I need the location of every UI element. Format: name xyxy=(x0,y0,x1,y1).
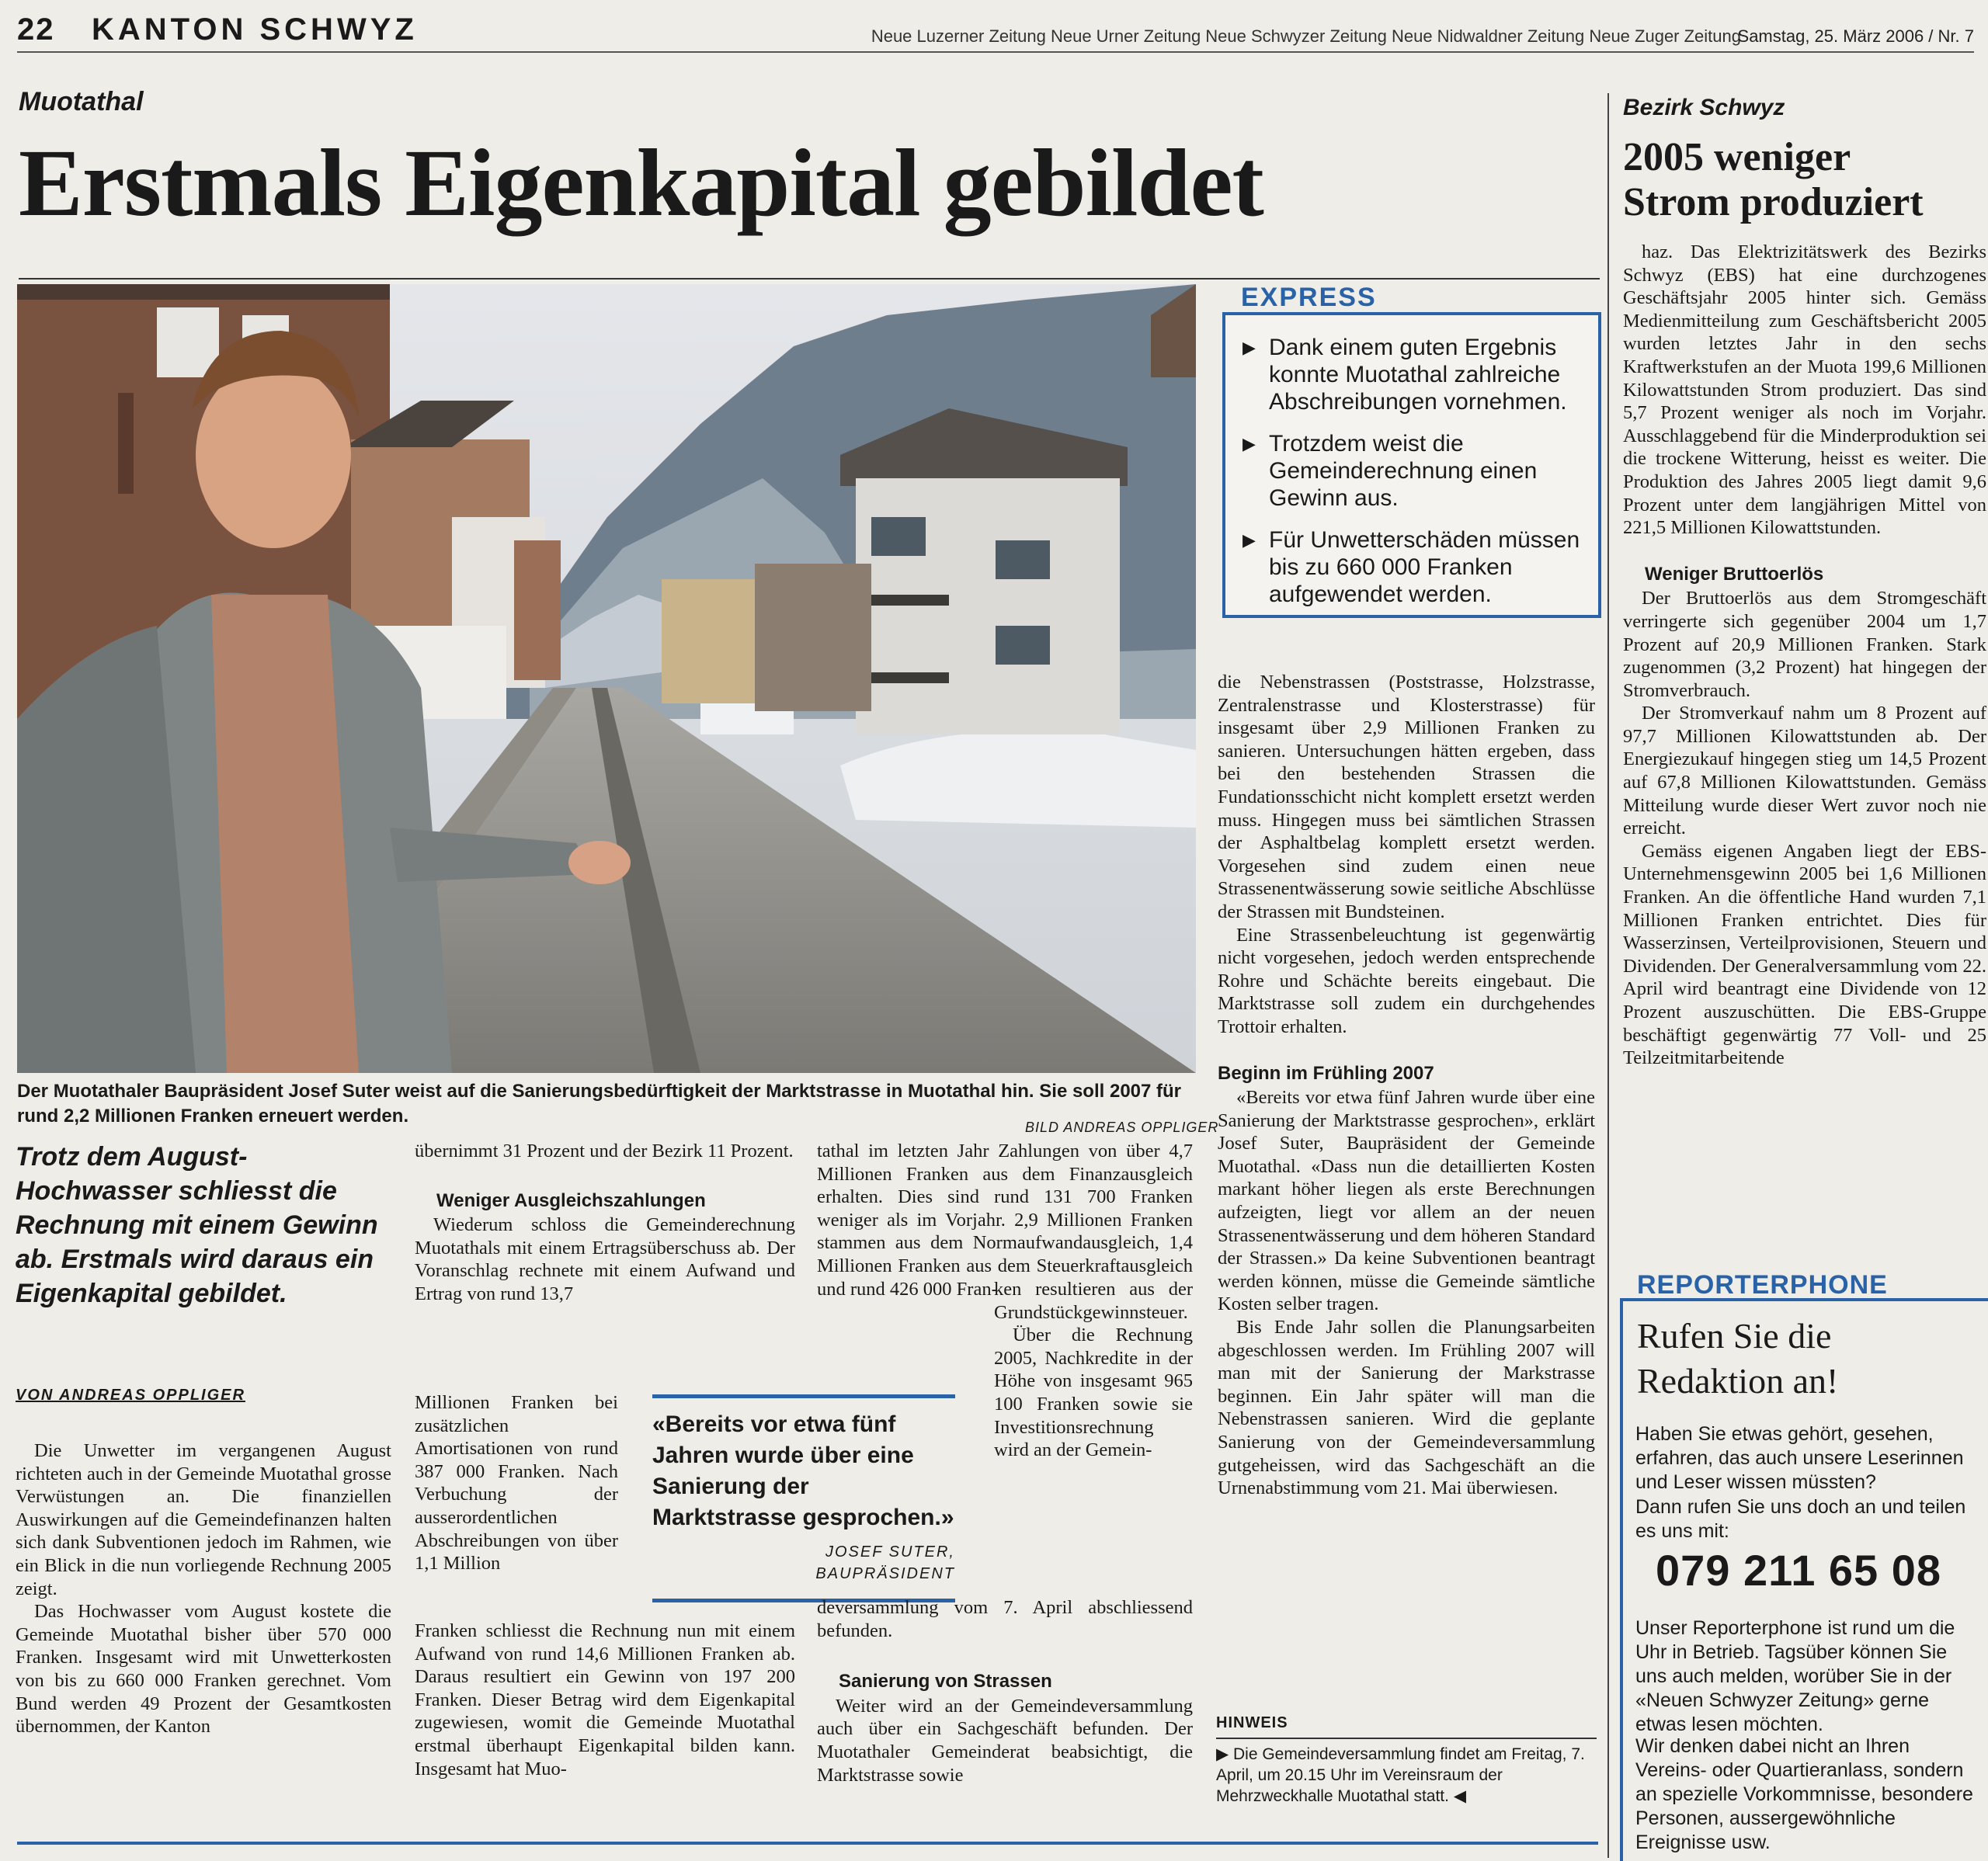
paragraph: die Nebenstrassen (Poststrasse, Holzstrasse, Zentralenstrasse und Klosterstrasse) für insgesamt über 2,9 Millionen Franken zu sanieren. Untersuchungen hätten ergeben, dass bei den bestehenden Strassen die Fundationsschicht nicht komplett ersetzt werden muss. Hingegen muss bei sämtlichen Strassen der Asphaltbelag komplett ersetzt werden. Vorgesehen sind zudem einen neue Strassenentwässerung sowie seitliche Abschlüsse der Strassen mit Bundsteinen. xyxy=(1218,672,1595,922)
paragraph: tathal im letzten Jahr Zahlungen von über 4,7 Millionen Franken aus dem Finanzausgleich erhalten. Dies sind rund 131 700 Franken weniger als im Vorjahr. 2,9 Millionen Franken stammen aus dem Normaufwandausgleich, 1,4 Millionen Franken aus dem Steuerkraftausgleich und rund 426 000 Fran- xyxy=(817,1141,1193,1300)
text-column-3 xyxy=(817,1140,1193,1300)
paragraph: Franken schliesst die Rechnung nun mit einem Aufwand von rund 14,6 Millionen Franken ab. Daraus resultiert ein Gewinn von 197 200 Franken. Dieser Betrag wird dem Eigenkapital zugewiesen, womit die Gemeinde Muotathal erstmal überhaupt Eigenkapital bilden kann. Insgesamt hat Muo- xyxy=(415,1620,795,1779)
reporterphone-headline-line1: Rufen Sie die xyxy=(1637,1316,1832,1356)
hinweis-title: HINWEIS xyxy=(1216,1714,1288,1731)
article-kicker: Muotathal xyxy=(19,87,144,116)
headline-rule xyxy=(19,278,1600,279)
paragraph: Bis Ende Jahr sollen die Planungsarbeiten abgeschlossen werden. Im Frühling 2007 will man mit der Sanierung der Markstrasse beginnen. Ein Jahr später will man die Nebenstrassen sanieren. Wird die geplante Sanierung von der Gemeindeversammlung gutgeheissen, wird das Sachgeschäft an die Urnenabstimmung vom 21. Mai überwiesen. xyxy=(1218,1317,1595,1499)
column-divider xyxy=(1607,93,1609,1858)
triangle-bullet-icon: ▶ xyxy=(1216,1745,1229,1763)
reporterphone-text-4: Wir denken dabei nicht an Ihren Vereins- oder Quartieranlass, sondern an spezielle Vorkommnisse, besondere Personen, aussergewöhnliche Ereignisse usw. xyxy=(1635,1735,1973,1853)
byline: VON ANDREAS OPPLIGER xyxy=(16,1387,245,1404)
photo-credit: BILD ANDREAS OPPLIGER xyxy=(1025,1120,1219,1135)
subheading: Weniger Bruttoerlös xyxy=(1645,563,1824,585)
reporterphone-text-3: Unser Reporterphone ist rund um die Uhr in Betrieb. Tagsüber können Sie uns auch melden, worüber Sie in der «Neuen Schwyzer Zeitung» gerne etwas lesen möchten. xyxy=(1635,1617,1955,1735)
subheading: Beginn im Frühling 2007 xyxy=(1218,1062,1434,1084)
text-column-2 xyxy=(415,1140,795,1306)
paragraph: «Bereits vor etwa fünf Jahren wurde über eine Sanierung der Marktstrasse gesprochen», erklärt Josef Suter, Baupräsident der Gemeinde Muotathal. «Dass nun die detaillierten Kosten markant höher liegen als erste Berechnungen aufzeigten, liegt vor allem an der neuen Strassenentwässerung und dem höheren Standard der Strassen.» Da keine Subventionen beantragt werden können, müsse die Gemeinde sämtliche Kosten selber tragen. xyxy=(1218,1087,1595,1315)
page-number: 22 xyxy=(17,12,55,47)
paragraph: haz. Das Elektrizitätswerk des Bezirks Schwyz (EBS) hat eine durchzogenes Geschäftsjahr 2005 hinter sich. Gemäss Medienmitteilung zum Geschäftsbericht 2005 wurden letztes Jahr in den sechs Kraftwerkstufen an der Muota 199,6 Millionen Kilowattstunden Strom produziert. Das sind 5,7 Prozent weniger als noch im Vorjahr. Ausschlaggebend für die Minderproduktion sei die trockene Witterung, heisst es weiter. Die Produktion des Jahres 2005 liegt damit 9,6 Prozent unter dem langjährigen Mittel von 221,5 Millionen Kilowattstunden. xyxy=(1623,241,1986,539)
sidebar-headline-line2: Strom produziert xyxy=(1623,180,1924,224)
text-column-3-narrow xyxy=(994,1278,1193,1462)
paragraph: Das Hochwasser vom August kostete die Gemeinde Muotathal bisher über 570 000 Franken. Insgesamt wird mit Unwetterkosten von bis zu 660 000 Franken gerechnet. Vom Bund werden 49 Prozent der Gesamtkosten übernommen, der Kanton xyxy=(16,1601,391,1738)
section-name: KANTON SCHWYZ xyxy=(92,12,418,47)
article-lead: Trotz dem August-Hochwasser schliesst die Rechnung mit einem Gewinn ab. Erstmals wird daraus ein Eigenkapital gebildet. xyxy=(16,1142,378,1308)
sidebar-headline xyxy=(1623,135,1924,225)
quote-name: JOSEF SUTER, xyxy=(825,1543,955,1561)
hinweis-rule xyxy=(1216,1738,1597,1739)
express-item xyxy=(1242,334,1592,415)
subheading: Weniger Ausgleichszahlungen xyxy=(436,1189,706,1211)
paragraph: Eine Strassenbeleuchtung ist gegenwärtig nicht vorgesehen, jedoch werden entsprechende Rohre und Schächte bereits eingebaut. Die Marktstrasse soll zudem ein durchgehendes Trottoir erhalten. xyxy=(1218,924,1595,1037)
paragraph: Wiederum schloss die Gemeinderechnung Muotathals mit einem Ertragsüberschuss ab. Der Voranschlag rechnete mit einem Aufwand und Ertrag von rund 13,7 xyxy=(415,1214,795,1304)
express-item-text: Dank einem guten Ergebnis konnte Muotathal zahlreiche Abschreibungen vornehmen. xyxy=(1269,335,1567,415)
pull-quote xyxy=(652,1394,955,1602)
triangle-bullet-icon: ▶ xyxy=(1242,338,1256,357)
paragraph: Der Bruttoerlös aus dem Stromgeschäft verringerte sich gegenüber 2004 um 1,7 Prozent auf 20,9 Millionen Franken. Stark zugenommen (3,2 Prozent) hat hingegen der Stromverbrauch. xyxy=(1623,588,1986,701)
text-column-2-bottom xyxy=(415,1620,795,1780)
paragraph: Millionen Franken bei zusätzlichen Amortisationen von rund 387 000 Franken. Nach Verbuchung der ausserordentlichen Abschreibungen von über 1,1 Million xyxy=(415,1392,618,1575)
express-item-text: Für Unwetterschäden müssen bis zu 660 000 Franken aufgewendet werden. xyxy=(1269,527,1580,607)
paragraph: Über die Rechnung 2005, Nachkredite in der Höhe von insgesamt 965 100 Franken sowie sie Investitionsrechnung wird an der Gemein- xyxy=(994,1325,1193,1461)
quote-attribution xyxy=(652,1541,955,1585)
photo-caption: Der Muotathaler Baupräsident Josef Suter weist auf die Sanierungsbedürftigkeit der Marktstrasse in Muotathal hin. Sie soll 2007 für rund 2,2 Millionen Franken erneuert werden. xyxy=(17,1081,1182,1127)
reporterphone-headline xyxy=(1637,1314,1838,1404)
triangle-bullet-icon: ▶ xyxy=(1242,434,1256,453)
reporterphone-text-1: Haben Sie etwas gehört, gesehen, erfahren, das auch unsere Leserinnen und Leser wissen müssten? xyxy=(1635,1423,1964,1493)
article-photo xyxy=(17,284,1196,1073)
newspaper-list: Neue Luzerner Zeitung Neue Urner Zeitung Neue Schwyzer Zeitung Neue Nidwaldner Zeitung Neue Zuger Zeitung xyxy=(871,26,1741,46)
sidebar-kicker: Bezirk Schwyz xyxy=(1623,95,1785,120)
reporterphone-title: REPORTERPHONE xyxy=(1637,1270,1888,1300)
text-column-4 xyxy=(1218,671,1595,1500)
reporterphone-text-2: Dann rufen Sie uns doch an und teilen es uns mit: xyxy=(1635,1496,1966,1542)
issue-date: Samstag, 25. März 2006 / Nr. 7 xyxy=(1737,26,1974,46)
paragraph: Gemäss eigenen Angaben liegt der EBS-Unternehmensgewinn 2005 bei 1,6 Millionen Franken. An die öffentliche Hand wurden 7,1 Millionen Franken entrichtet. Dies für Wasserzinsen, Verteilprovisionen, Steuern und Dividenden. Der Generalversammlung vom 22. April wird beantragt eine Dividende von 12 Prozent auszuschütten. Die EBS-Gruppe beschäftigt gegenwärtig 77 Voll- und 25 Teilzeitmitarbeitende xyxy=(1623,840,1986,1069)
text-column-1 xyxy=(16,1439,391,1738)
sidebar-headline-line1: 2005 weniger xyxy=(1623,135,1851,179)
text-column-3-bottom xyxy=(817,1596,1193,1786)
hinweis-body: Die Gemeindeversammlung findet am Freitag, 7. April, um 20.15 Uhr im Vereinsraum der Mehrzweckhalle Muotathal statt. xyxy=(1216,1745,1585,1805)
paragraph: übernimmt 31 Prozent und der Bezirk 11 Prozent. xyxy=(415,1141,794,1161)
express-box xyxy=(1222,312,1601,618)
sidebar-text xyxy=(1623,241,1986,1070)
express-title: EXPRESS xyxy=(1241,283,1377,312)
article-headline: Erstmals Eigenkapital gebildet xyxy=(19,130,1263,236)
paragraph: deversammlung vom 7. April abschliessend befunden. xyxy=(817,1597,1193,1641)
text-column-2-narrow xyxy=(415,1391,618,1575)
triangle-bullet-icon: ▶ xyxy=(1242,530,1256,550)
hinweis-text xyxy=(1216,1744,1597,1807)
paragraph: Weiter wird an der Gemeindeversammlung auch über ein Sachgeschäft befunden. Der Muotathaler Gemeinderat beabsichtigt, die Marktstrasse sowie xyxy=(817,1695,1193,1786)
paragraph: Der Stromverkauf nahm um 8 Prozent auf 97,7 Millionen Kilowattstunden ab. Der Energiezukauf hingegen stieg um 14,5 Prozent auf 67,8 Millionen Kilowattstunden. Gemäss Mitteilung wurde dieser Wert zuvor noch nie erreicht. xyxy=(1623,703,1986,839)
reporterphone-number: 079 211 65 08 xyxy=(1656,1546,1942,1595)
paragraph: Die Unwetter im vergangenen August richteten auch in der Gemeinde Muotathal grosse Verwüstungen an. Die finanziellen Auswirkungen auf die Gemeindefinanzen halten sich dank Subventionen jedoch im Rahmen, wie ein Blick in die nun vorliegende Rechnung 2005 zeigt. xyxy=(16,1440,391,1599)
paragraph: ken resultieren aus der Grundstückgewinnsteuer. xyxy=(994,1279,1193,1323)
reporterphone-headline-line2: Redaktion an! xyxy=(1637,1361,1839,1401)
triangle-end-icon: ◀ xyxy=(1453,1787,1466,1805)
quote-text: «Bereits vor etwa fünf Jahren wurde über eine Sanierung der Marktstrasse gesprochen.» xyxy=(652,1411,954,1530)
bottom-rule xyxy=(17,1842,1598,1845)
express-item xyxy=(1242,526,1592,608)
express-item xyxy=(1242,430,1592,512)
quote-role: BAUPRÄSIDENT xyxy=(815,1565,955,1582)
express-item-text: Trotzdem weist die Gemeinderechnung einen Gewinn aus. xyxy=(1269,431,1538,511)
page-header xyxy=(17,11,1974,53)
subheading: Sanierung von Strassen xyxy=(839,1671,1052,1693)
